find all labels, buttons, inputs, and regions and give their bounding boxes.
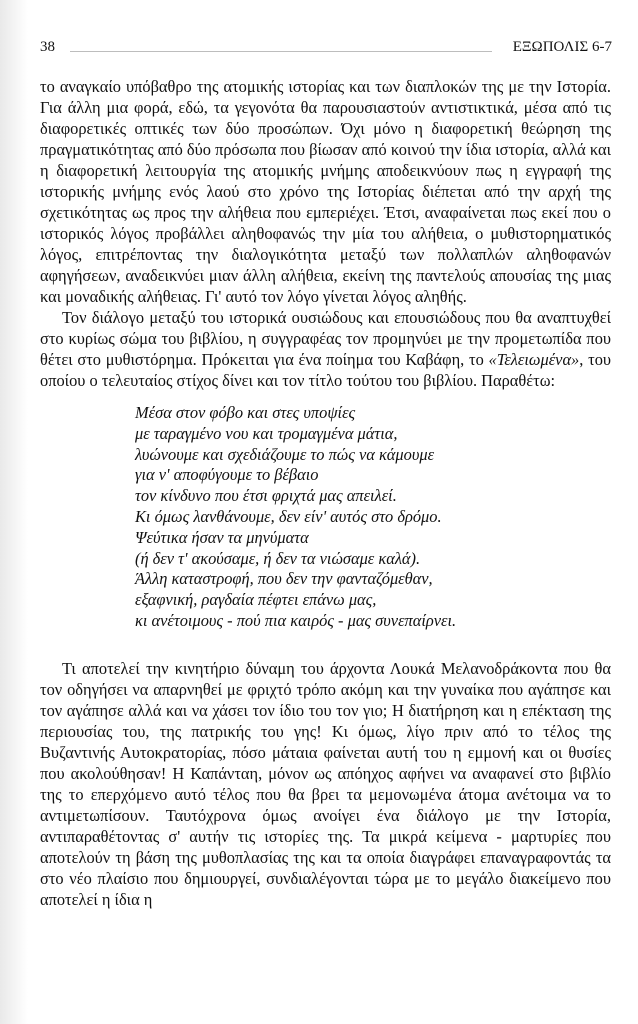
poem-line: Μέσα στον φόβο και στες υποψίες [135, 403, 356, 422]
poem-title: «Τελειωμένα» [488, 350, 580, 369]
paragraph-1: το αναγκαίο υπόβαθρο της ατομικής ιστορίας και των διαπλοκών της με την Ιστορία. Για άλλη μια φορά, εδώ, τα γεγονότα θα παρουσιαστούν αντιστικτικά, μέσα από τις διαφορετικές οπτικές των δύο προσώπων. Όχι μόνο η διαφορετική θεώρηση της πραγματικότητας από δύο πρόσωπα που βίωσαν από κοινού την ίδια ιστορία, αλλά και η διαφορετική λειτουργία της ατομικής μνήμης αποδεικνύουν πως η εγγραφή της ιστορικής μνήμης ενός λαού στο χρόνο της Ιστορίας διέπεται από την αρχή της σχετικότητας ως προς την αλήθεια που εμπεριέχει. Έτσι, αναφαίνεται πως εκεί που ο ιστορικός λόγος προβάλλει αληθοφανώς την μία του αλήθεια, ο μυθιστορηματικός λόγος, επιτρέποντας την διαλογικότητα μεταξύ των πολλαπλών αληθοφανών αφηγήσεων, αναδεικνύει μιαν άλλη αλήθεια, εκείνη της παντελούς απουσίας της μιας και μοναδικής αλήθειας. Γι' αυτό τον λόγο γίνεται λόγος αληθής. [40, 77, 611, 306]
paragraph-3: Τι αποτελεί την κινητήριο δύναμη του άρχοντα Λουκά Μελανοδράκοντα που θα τον οδηγήσει να απαρνηθεί με φριχτό τρόπο ακόμη και την γυναίκα που αγάπησε και τον αγάπησε αλλά και να χάσει τον ίδιο του τον γιο; Η διατήρηση και η επέκταση της περιουσίας του, της πατρικής του γης! Κι όμως, λίγο πριν από το τέλος της Βυζαντινής Αυτοκρατορίας, πόσο μάταια φαίνεται αυτή του η εμμονή και οι θυσίες που ακολούθησαν! Η Καπάνταη, μόνον ως απόηχος αφήνει να αναφανεί στο βιβλίο της το επερχόμενο αυτό τέλος που θα βρει τα μεμονωμένα άτομα ανέτοιμα να το αντιμετωπίσουν. Ταυτόχρονα όμως ανοίγει ένα διάλογο με την Ιστορία, αντιπαραθέτοντας σ' αυτήν τις ιστορίες της. Τα μικρά κείμενα - μαρτυρίες που αποτελούν τη βάση της μυθοπλασίας της και τα οποία διαγράφει επαναγραφοντάς τα στο νέο πλαίσιο που δημιουργεί, συνδιαλέγονται τώρα με το μεγάλο διακείμενο που αποτελεί η ίδια η [40, 658, 611, 909]
journal-title: ΕΞΩΠΟΛΙΣ 6-7 [512, 39, 612, 55]
poem-line: (ή δεν τ' ακούσαμε, ή δεν τα νιώσαμε καλά). [135, 548, 421, 568]
poem-line: τον κίνδυνο που έτσι φριχτά μας απειλεί. [135, 486, 397, 506]
running-header [40, 34, 612, 56]
poem-line: με ταραγμένο νου και τρομαγμένα μάτια, [135, 423, 398, 443]
poem-line: κι ανέτοιμους - πού πια καιρός - μας συνεπαίρνει. [135, 610, 457, 630]
poem-line: εξαφνική, ραγδαία πέφτει επάνω μας, [135, 590, 377, 610]
poem-line: λυώνουμε και σχεδιάζουμε το πώς να κάμουμε [135, 444, 435, 464]
poem-line: Άλλη καταστροφή, που δεν την φανταζόμεθαν, [135, 569, 433, 589]
header-rule [70, 51, 492, 52]
poem-line: Κι όμως λανθάνουμε, δεν είν' αυτός στο δρόμο. [135, 506, 442, 526]
page-number: 38 [40, 39, 55, 55]
article-body [40, 76, 611, 910]
paragraph-2-text: Τον διάλογο μεταξύ του ιστορικά ουσιώδους και επουσιώδους που θα αναπτυχθεί στο κυρίως σώμα του βιβλίου, η συγγραφέας τον προμηνύει με την προμετωπίδα που θέτει στο μυθιστόρημα. Πρόκειται για ένα ποίημα του Καβάφη, το [40, 308, 611, 369]
paragraph-spacer [40, 642, 611, 658]
poem-line: για ν' αποφύγουμε το βέβαιο [135, 465, 319, 485]
paragraph-2 [40, 307, 611, 391]
page-gutter-shadow [0, 0, 28, 1024]
epigraph-poem [135, 403, 611, 632]
poem-line: Ψεύτικα ήσαν τα μηνύματα [135, 527, 309, 547]
paragraph-2-text-after: , του οποίου ο τελευταίος στίχος δίνει και τον τίτλο τούτου του βιβλίου. Παραθέτω: [40, 350, 612, 390]
